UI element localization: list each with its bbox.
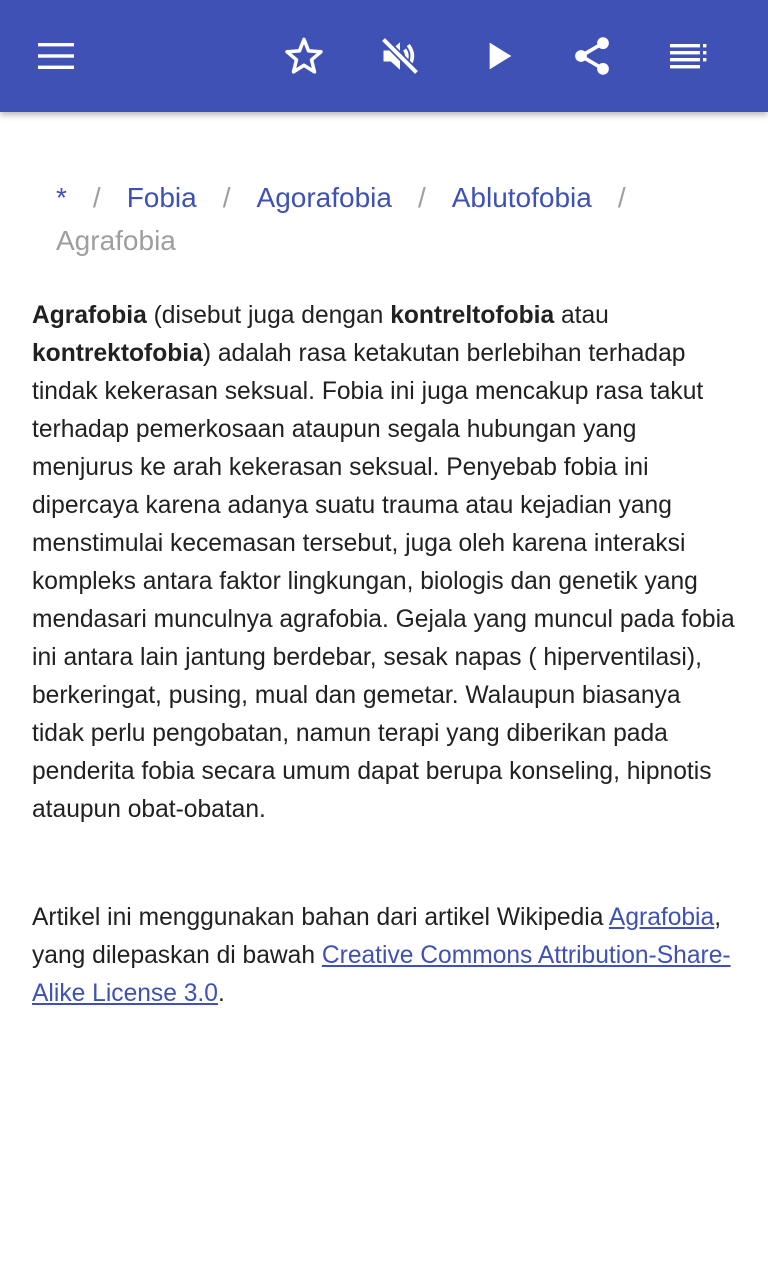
share-icon — [570, 34, 614, 78]
menu-button[interactable] — [28, 28, 84, 84]
mute-button[interactable] — [372, 28, 428, 84]
attribution-text: . — [217, 980, 225, 1007]
article-alias: kontreltofobia — [390, 302, 555, 329]
breadcrumb-link-agorafobia[interactable]: Agorafobia — [256, 182, 392, 213]
attribution-text: , yang dilepaskan di bawah — [32, 904, 722, 969]
contents-button[interactable] — [660, 28, 716, 84]
article-text: ) adalah rasa ketakutan berlebihan terhadap tindak kekerasan seksual. Fobia ini juga mencakup rasa takut terhadap pemerkosaan ataupun segala hubungan yang menjurus ke arah kekerasan seksual. Penyebab fobia ini dipercaya karena adanya suatu trauma atau kejadian yang menstimulai kecemasan tersebut, juga oleh karena interaksi kompleks antara faktor lingkungan, biologis dan genetik yang mendasari munculnya agrafobia. Gejala yang muncul pada fobia ini antara lain jantung berdebar, sesak napas ( hiperventilasi), berkeringat, pusing, mual dan gemetar. Walaupun biasanya tidak perlu pengobatan, namun terapi yang diberikan pada penderita fobia secara umum dapat berupa konseling, hipnotis ataupun obat-obatan. — [32, 340, 735, 823]
playlist-icon — [668, 36, 708, 76]
attribution-text: Artikel ini menggunakan bahan dari artikel Wikipedia — [32, 904, 609, 931]
breadcrumb — [56, 176, 716, 262]
breadcrumb-separator: / — [417, 182, 426, 213]
breadcrumb-root-link[interactable]: * — [56, 182, 67, 213]
attribution — [32, 899, 736, 1013]
article-text: (disebut juga dengan — [146, 302, 391, 329]
breadcrumb-separator: / — [92, 182, 101, 213]
breadcrumb-separator: / — [617, 182, 626, 213]
wikipedia-article-link[interactable]: Agrafobia — [608, 904, 715, 931]
play-button[interactable] — [470, 28, 526, 84]
license-link[interactable]: Creative Commons Attribution-Share-Alike License 3.0 — [32, 942, 731, 1007]
volume-off-icon — [378, 34, 422, 78]
favorite-button[interactable] — [276, 28, 332, 84]
app-bar — [0, 0, 768, 112]
breadcrumb-link-fobia[interactable]: Fobia — [126, 182, 197, 213]
share-button[interactable] — [564, 28, 620, 84]
menu-icon — [36, 36, 76, 76]
breadcrumb-link-ablutofobia[interactable]: Ablutofobia — [451, 182, 592, 213]
article-alias: kontrektofobia — [32, 340, 203, 367]
article-body — [32, 297, 736, 829]
star-outline-icon — [283, 35, 325, 77]
attribution-paragraph — [32, 899, 736, 1013]
breadcrumb-separator: / — [222, 182, 231, 213]
breadcrumb-current: Agrafobia — [56, 225, 176, 256]
article-paragraph — [32, 297, 736, 829]
article-text: atau — [554, 302, 609, 329]
play-icon — [478, 36, 518, 76]
article-term: Agrafobia — [32, 302, 147, 329]
